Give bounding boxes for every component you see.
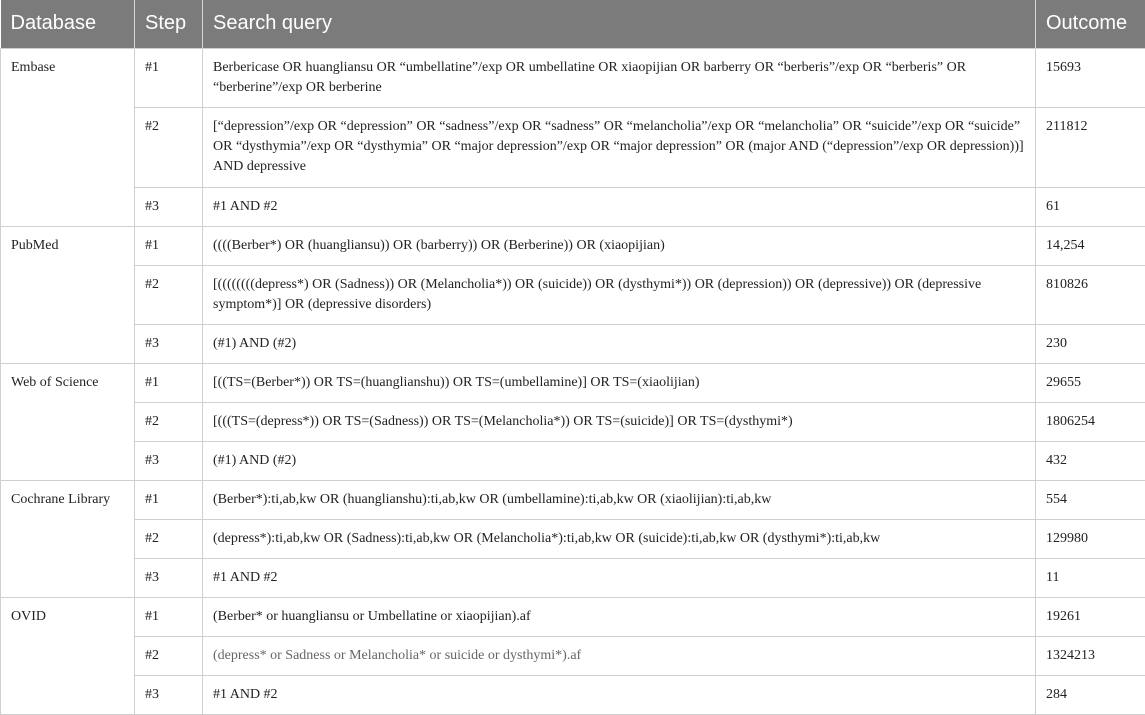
outcome-cell: 11: [1036, 558, 1145, 597]
query-cell: #1 AND #2: [203, 187, 1036, 226]
query-cell: (#1) AND (#2): [203, 324, 1036, 363]
query-cell: [((TS=(Berber*)) OR TS=(huanglianshu)) OR TS=(umbellamine)] OR TS=(xiaolijian): [203, 363, 1036, 402]
query-cell: (Berber*):ti,ab,kw OR (huanglianshu):ti,ab,kw OR (umbellamine):ti,ab,kw OR (xiaolijian):ti,ab,kw: [203, 480, 1036, 519]
query-cell: (depress*):ti,ab,kw OR (Sadness):ti,ab,kw OR (Melancholia*):ti,ab,kw OR (suicide):ti,ab,kw OR (dysthymi*):ti,ab,kw: [203, 519, 1036, 558]
table-row: [1, 402, 1145, 441]
query-cell: [((((((((depress*) OR (Sadness)) OR (Melancholia*)) OR (suicide)) OR (dysthymi*)) OR (depression)) OR (depressive)) OR (depressive symptom*)] OR (depressive disorders): [203, 265, 1036, 324]
header-search-query: Search query: [203, 0, 1036, 48]
outcome-cell: 284: [1036, 675, 1145, 714]
header-outcome: Outcome: [1036, 0, 1145, 48]
table-body: [1, 48, 1145, 714]
query-cell: #1 AND #2: [203, 558, 1036, 597]
table-row: [1, 675, 1145, 714]
step-cell: #3: [135, 187, 203, 226]
query-cell: Berbericase OR huangliansu OR “umbellatine”/exp OR umbellatine OR xiaopijian OR barberry OR “berberis”/exp OR “berberis” OR “berberine”/exp OR berberine: [203, 48, 1036, 107]
step-cell: #3: [135, 324, 203, 363]
query-cell: [“depression”/exp OR “depression” OR “sadness”/exp OR “sadness” OR “melancholia”/exp OR “melancholia” OR “suicide”/exp OR “suicide” OR “dysthymia”/exp OR “dysthymia” OR “major depression”/exp OR “major depression” OR (major AND (“depression”/exp OR depression))] AND depressive: [203, 107, 1036, 187]
header-database: Database: [1, 0, 135, 48]
database-cell: Web of Science: [1, 363, 135, 480]
database-cell: OVID: [1, 597, 135, 714]
table-row: [1, 558, 1145, 597]
header-step: Step: [135, 0, 203, 48]
outcome-cell: 29655: [1036, 363, 1145, 402]
step-cell: #1: [135, 48, 203, 107]
outcome-cell: 19261: [1036, 597, 1145, 636]
outcome-cell: 1324213: [1036, 636, 1145, 675]
outcome-cell: 230: [1036, 324, 1145, 363]
step-cell: #2: [135, 519, 203, 558]
step-cell: #1: [135, 597, 203, 636]
query-cell: (Berber* or huangliansu or Umbellatine or xiaopijian).af: [203, 597, 1036, 636]
step-cell: #1: [135, 363, 203, 402]
outcome-cell: 61: [1036, 187, 1145, 226]
outcome-cell: 554: [1036, 480, 1145, 519]
outcome-cell: 1806254: [1036, 402, 1145, 441]
step-cell: #3: [135, 558, 203, 597]
database-cell: PubMed: [1, 226, 135, 363]
query-cell: (depress* or Sadness or Melancholia* or suicide or dysthymi*).af: [203, 636, 1036, 675]
step-cell: #2: [135, 636, 203, 675]
outcome-cell: 810826: [1036, 265, 1145, 324]
table-row: [1, 480, 1145, 519]
table-row: [1, 636, 1145, 675]
query-cell: ((((Berber*) OR (huangliansu)) OR (barberry)) OR (Berberine)) OR (xiaopijian): [203, 226, 1036, 265]
table-header: [1, 0, 1145, 48]
step-cell: #2: [135, 107, 203, 187]
table-row: [1, 441, 1145, 480]
query-cell: #1 AND #2: [203, 675, 1036, 714]
outcome-cell: 211812: [1036, 107, 1145, 187]
step-cell: #1: [135, 226, 203, 265]
step-cell: #2: [135, 265, 203, 324]
query-cell: (#1) AND (#2): [203, 441, 1036, 480]
database-cell: Cochrane Library: [1, 480, 135, 597]
table-row: [1, 187, 1145, 226]
step-cell: #2: [135, 402, 203, 441]
table-row: [1, 107, 1145, 187]
outcome-cell: 14,254: [1036, 226, 1145, 265]
outcome-cell: 129980: [1036, 519, 1145, 558]
table-row: [1, 597, 1145, 636]
query-cell: [(((TS=(depress*)) OR TS=(Sadness)) OR TS=(Melancholia*)) OR TS=(suicide)] OR TS=(dysthymi*): [203, 402, 1036, 441]
step-cell: #3: [135, 675, 203, 714]
table-row: [1, 48, 1145, 107]
database-cell: Embase: [1, 48, 135, 226]
table-row: [1, 363, 1145, 402]
table-row: [1, 324, 1145, 363]
table-row: [1, 265, 1145, 324]
outcome-cell: 432: [1036, 441, 1145, 480]
table-row: [1, 226, 1145, 265]
step-cell: #1: [135, 480, 203, 519]
header-row: [1, 0, 1145, 48]
step-cell: #3: [135, 441, 203, 480]
table-row: [1, 519, 1145, 558]
outcome-cell: 15693: [1036, 48, 1145, 107]
